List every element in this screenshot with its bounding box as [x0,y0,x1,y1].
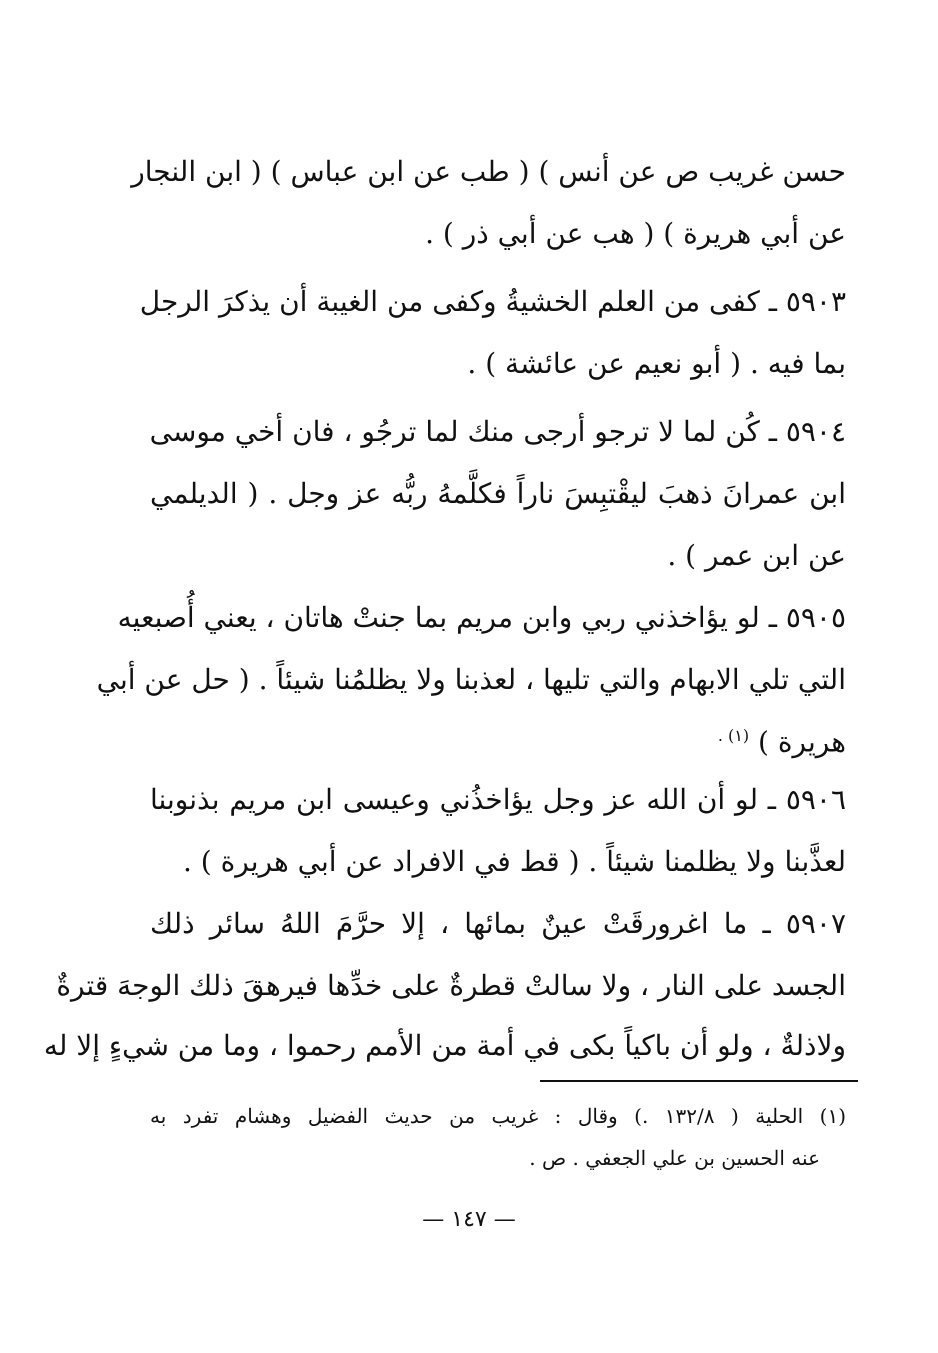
text-line: عن ابن عمر ) . [667,539,846,572]
footnote-line: عنه الحسين بن علي الجعفي . ص . [529,1146,820,1170]
page-number: — ١٤٧ — [422,1207,516,1232]
text-line [150,706,846,766]
footnote-marker: (١) . [717,726,750,745]
footnote-divider [540,1080,858,1082]
text-line: لعذَّبنا ولا يظلمنا شيئاً . ( قط في الافراد عن أبي هريرة ) . [182,845,846,878]
text-line: ابن عمرانَ ذهبَ ليقْتبِسَ ناراً فكلَّمهُ ربُّه عز وجل . ( الديلمي [150,477,846,510]
text-line: التي تلي الابهام والتي تليها ، لعذبنا ولا يظلمُنا شيئاً . ( حل عن أبي [96,663,846,696]
hadith-5906-line: ٥٩٠٦ ـ لو أن الله عز وجل يؤاخذُني وعيسى ابن مريم بذنوبنا [150,783,846,816]
text-line: الجسد على النار ، ولا سالتْ قطرةٌ على خدِّها فيرهقَ ذلك الوجهَ قترةٌ [56,969,846,1002]
hadith-5907-line: ٥٩٠٧ ـ ما اغرورقَتْ عينٌ بمائها ، إلا حرَّمَ اللهُ سائر ذلك [150,907,846,940]
hadith-5905-line: ٥٩٠٥ ـ لو يؤاخذني ربي وابن مريم بما جنتْ هاتان ، يعني أُصبعيه [117,601,846,634]
text-line: بما فيه . ( أبو نعيم عن عائشة ) . [467,347,846,380]
text-line: عن أبي هريرة ) ( هب عن أبي ذر ) . [425,217,846,250]
hadith-5903-line: ٥٩٠٣ ـ كفى من العلم الخشيةُ وكفى من الغيبة أن يذكرَ الرجل [139,285,846,318]
hadith-5904-line: ٥٩٠٤ ـ كُن لما لا ترجو أرجى منك لما ترجُو ، فان أخي موسى [149,415,846,448]
text-segment: هريرة ) [749,725,846,759]
text-line: حسن غريب ص عن أنس ) ( طب عن ابن عباس ) ( ابن النجار [131,155,846,188]
footnote-line: (١) الحلية ( ١٣٢/٨ .) وقال : غريب من حديث الفضيل وهشام تفرد به [150,1104,847,1128]
text-line: ولاذلةٌ ، ولو أن باكياً بكى في أمة من الأمم رحموا ، وما من شيءٍ إلا له [43,1029,846,1062]
